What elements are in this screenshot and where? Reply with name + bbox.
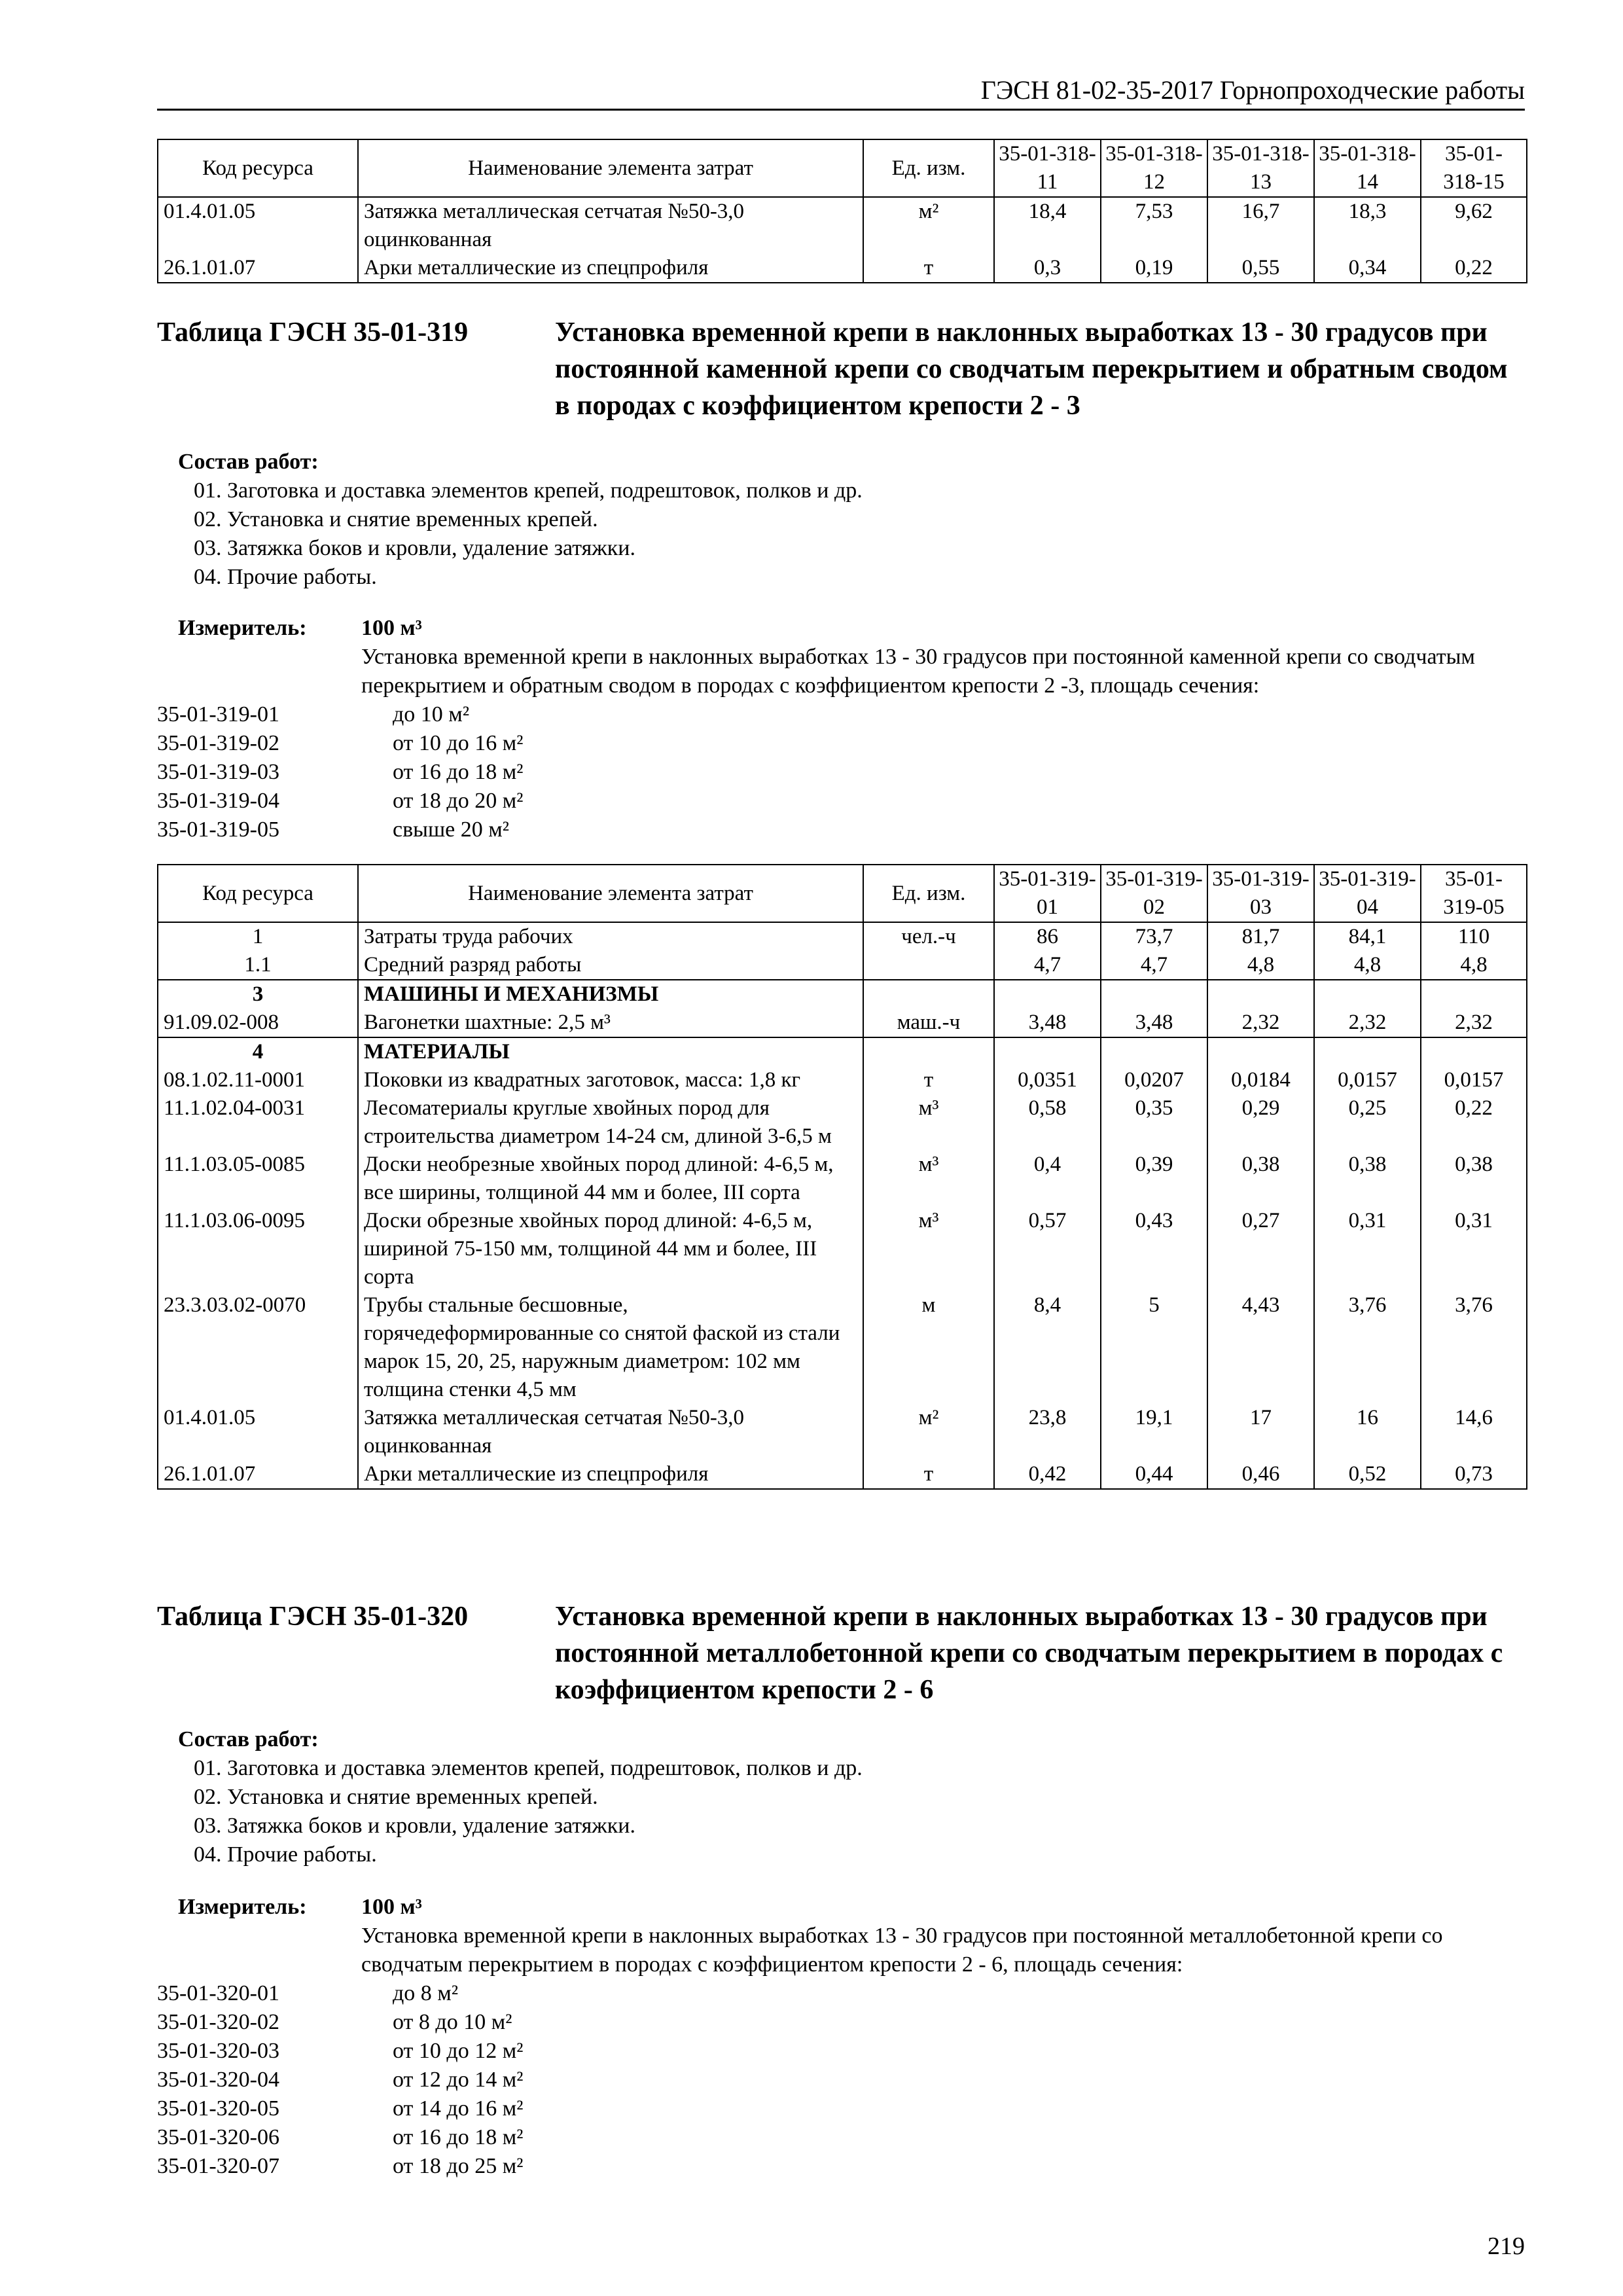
resource-code: 11.1.02.04-0031 bbox=[158, 1094, 358, 1151]
resource-code: 23.3.03.02-0070 bbox=[158, 1291, 358, 1404]
table-row bbox=[158, 1404, 1527, 1460]
norm-code-desc: от 12 до 14 м² bbox=[393, 2068, 524, 2092]
norm-value: 0,22 bbox=[1421, 1094, 1527, 1151]
table-header-row bbox=[158, 139, 1527, 197]
norm-value bbox=[1207, 1037, 1314, 1066]
section-name: МАШИНЫ И МЕХАНИЗМЫ bbox=[358, 980, 863, 1009]
resource-name: Арки металлические из спецпрофиля bbox=[358, 1460, 863, 1489]
norm-code: 35-01-320-03 bbox=[157, 2039, 279, 2063]
col-header-unit: Ед. изм. bbox=[863, 865, 994, 922]
norm-value: 0,22 bbox=[1421, 254, 1527, 283]
resource-name: Затраты труда рабочих bbox=[358, 922, 863, 951]
norm-code-desc: от 16 до 18 м² bbox=[393, 2125, 524, 2149]
table-row bbox=[158, 951, 1527, 980]
resource-unit: т bbox=[863, 254, 994, 283]
norm-value: 18,3 bbox=[1314, 197, 1421, 254]
col-header-norm: 35-01-318-15 bbox=[1421, 139, 1527, 197]
norm-value: 0,34 bbox=[1314, 254, 1421, 283]
table-row bbox=[158, 1207, 1527, 1291]
work-composition-title: Состав работ: bbox=[178, 450, 319, 474]
norm-code: 35-01-320-02 bbox=[157, 2010, 279, 2034]
resource-unit: т bbox=[863, 1460, 994, 1489]
norm-value: 0,27 bbox=[1207, 1207, 1314, 1291]
norm-value: 0,0157 bbox=[1421, 1066, 1527, 1094]
norm-value: 4,8 bbox=[1421, 951, 1527, 980]
col-header-name: Наименование элемента затрат bbox=[358, 865, 863, 922]
table-row bbox=[158, 1460, 1527, 1489]
list-item bbox=[157, 729, 942, 758]
norm-value: 4,7 bbox=[1101, 951, 1207, 980]
resource-code: 4 bbox=[158, 1037, 358, 1066]
table-row bbox=[158, 922, 1527, 951]
resource-unit bbox=[863, 951, 994, 980]
norm-value: 0,73 bbox=[1421, 1460, 1527, 1489]
resource-unit: м³ bbox=[863, 1151, 994, 1207]
list-item bbox=[157, 2037, 942, 2066]
work-item: 03. Затяжка боков и кровли, удаление затяжки. bbox=[194, 1814, 635, 1838]
table-label: Таблица ГЭСН 35-01-320 bbox=[157, 1602, 469, 1632]
norm-value: 0,38 bbox=[1314, 1151, 1421, 1207]
resource-unit: м² bbox=[863, 1404, 994, 1460]
resource-name: Средний разряд работы bbox=[358, 951, 863, 980]
resource-unit: м² bbox=[863, 197, 994, 254]
norm-value: 8,4 bbox=[994, 1291, 1101, 1404]
section-name: МАТЕРИАЛЫ bbox=[358, 1037, 863, 1066]
norm-value: 16,7 bbox=[1207, 197, 1314, 254]
table-title: Установка временной крепи в наклонных выработках 13 - 30 градусов при постоянной каменной крепи со сводчатым перекрытием и обратным сводом в породах с коэффициентом крепости 2 - 3 bbox=[555, 317, 1508, 421]
work-composition-320 bbox=[178, 1725, 1487, 1869]
table-row bbox=[158, 1151, 1527, 1207]
col-header-name: Наименование элемента затрат bbox=[358, 139, 863, 197]
norm-value: 17 bbox=[1207, 1404, 1314, 1460]
norm-value: 0,0184 bbox=[1207, 1066, 1314, 1094]
table-row bbox=[158, 197, 1527, 254]
col-header-unit: Ед. изм. bbox=[863, 139, 994, 197]
col-header-code: Код ресурса bbox=[158, 139, 358, 197]
resource-code: 1.1 bbox=[158, 951, 358, 980]
list-item bbox=[157, 758, 942, 787]
resource-code: 11.1.03.06-0095 bbox=[158, 1207, 358, 1291]
col-header-norm: 35-01-318-11 bbox=[994, 139, 1101, 197]
norm-value: 0,38 bbox=[1421, 1151, 1527, 1207]
work-item: 02. Установка и снятие временных крепей. bbox=[194, 507, 598, 531]
table-label: Таблица ГЭСН 35-01-319 bbox=[157, 317, 469, 348]
table-header-row bbox=[158, 865, 1527, 922]
resource-code: 3 bbox=[158, 980, 358, 1009]
norm-value: 0,0351 bbox=[994, 1066, 1101, 1094]
resource-name: Арки металлические из спецпрофиля bbox=[358, 254, 863, 283]
resource-name: Доски обрезные хвойных пород длиной: 4-6,5 м, шириной 75-150 мм, толщиной 44 мм и более, III сорта bbox=[358, 1207, 863, 1291]
resource-code: 11.1.03.05-0085 bbox=[158, 1151, 358, 1207]
work-composition-title: Состав работ: bbox=[178, 1727, 319, 1751]
norm-value: 0,43 bbox=[1101, 1207, 1207, 1291]
norm-code-desc: от 10 до 16 м² bbox=[393, 731, 524, 755]
norm-value: 16 bbox=[1314, 1404, 1421, 1460]
resource-unit: маш.-ч bbox=[863, 1009, 994, 1037]
col-header-norm: 35-01-319-03 bbox=[1207, 865, 1314, 922]
norm-value: 73,7 bbox=[1101, 922, 1207, 951]
norm-value: 7,53 bbox=[1101, 197, 1207, 254]
col-header-norm: 35-01-319-02 bbox=[1101, 865, 1207, 922]
col-header-norm: 35-01-319-01 bbox=[994, 865, 1101, 922]
resource-code: 08.1.02.11-0001 bbox=[158, 1066, 358, 1094]
norm-value: 0,55 bbox=[1207, 254, 1314, 283]
list-item bbox=[157, 2094, 942, 2123]
work-item: 02. Установка и снятие временных крепей. bbox=[194, 1785, 598, 1809]
norm-value: 0,57 bbox=[994, 1207, 1101, 1291]
norm-value bbox=[1101, 980, 1207, 1009]
work-composition-319 bbox=[178, 448, 1487, 592]
col-header-norm: 35-01-318-12 bbox=[1101, 139, 1207, 197]
col-header-norm: 35-01-319-05 bbox=[1421, 865, 1527, 922]
norm-code: 35-01-319-04 bbox=[157, 789, 279, 813]
col-header-norm: 35-01-318-13 bbox=[1207, 139, 1314, 197]
norm-value: 0,25 bbox=[1314, 1094, 1421, 1151]
norm-value: 86 bbox=[994, 922, 1101, 951]
table-row bbox=[158, 1066, 1527, 1094]
resource-unit bbox=[863, 1037, 994, 1066]
measure-label: Измеритель: bbox=[178, 616, 307, 640]
measure-value: 100 м³ bbox=[361, 616, 422, 640]
work-item: 04. Прочие работы. bbox=[194, 1842, 377, 1867]
list-item bbox=[157, 1979, 942, 2008]
norm-value: 2,32 bbox=[1314, 1009, 1421, 1037]
norm-value: 3,76 bbox=[1314, 1291, 1421, 1404]
resource-name: Доски необрезные хвойных пород длиной: 4-6,5 м, все ширины, толщиной 44 мм и более, III сорта bbox=[358, 1151, 863, 1207]
resource-unit: м³ bbox=[863, 1094, 994, 1151]
col-header-norm: 35-01-318-14 bbox=[1314, 139, 1421, 197]
norm-code: 35-01-319-03 bbox=[157, 760, 279, 784]
resource-code: 1 bbox=[158, 922, 358, 951]
norm-value bbox=[1314, 980, 1421, 1009]
resource-code: 91.09.02-008 bbox=[158, 1009, 358, 1037]
norm-value: 0,35 bbox=[1101, 1094, 1207, 1151]
list-item bbox=[157, 700, 942, 729]
resource-unit: м³ bbox=[863, 1207, 994, 1291]
resource-name: Затяжка металлическая сетчатая №50-3,0 оцинкованная bbox=[358, 1404, 863, 1460]
norm-code-desc: до 10 м² bbox=[393, 702, 470, 726]
running-header: ГЭСН 81-02-35-2017 Горнопроходческие работы bbox=[980, 75, 1525, 105]
norm-value: 0,3 bbox=[994, 254, 1101, 283]
norm-code: 35-01-320-07 bbox=[157, 2154, 279, 2178]
list-item bbox=[157, 816, 942, 844]
norm-value: 3,48 bbox=[1101, 1009, 1207, 1037]
resource-name: Поковки из квадратных заготовок, масса: 1,8 кг bbox=[358, 1066, 863, 1094]
norm-code-desc: от 14 до 16 м² bbox=[393, 2096, 524, 2121]
resource-code: 01.4.01.05 bbox=[158, 1404, 358, 1460]
norm-value: 9,62 bbox=[1421, 197, 1527, 254]
resource-code: 26.1.01.07 bbox=[158, 1460, 358, 1489]
norm-value: 0,39 bbox=[1101, 1151, 1207, 1207]
measure-label: Измеритель: bbox=[178, 1895, 307, 1919]
norm-code-desc: от 18 до 25 м² bbox=[393, 2154, 524, 2178]
header-rule bbox=[157, 109, 1525, 111]
norm-value: 2,32 bbox=[1421, 1009, 1527, 1037]
norm-value: 5 bbox=[1101, 1291, 1207, 1404]
norm-code: 35-01-319-05 bbox=[157, 817, 279, 842]
list-item bbox=[157, 2066, 942, 2094]
resource-unit: чел.-ч bbox=[863, 922, 994, 951]
resource-code: 01.4.01.05 bbox=[158, 197, 358, 254]
table-row bbox=[158, 1009, 1527, 1037]
table-row bbox=[158, 1037, 1527, 1066]
norm-code: 35-01-319-01 bbox=[157, 702, 279, 726]
resource-unit bbox=[863, 980, 994, 1009]
resource-code: 26.1.01.07 bbox=[158, 254, 358, 283]
norm-value: 0,52 bbox=[1314, 1460, 1421, 1489]
work-item: 01. Заготовка и доставка элементов крепей, подрештовок, полков и др. bbox=[194, 478, 863, 503]
list-item bbox=[157, 2008, 942, 2037]
norm-value: 110 bbox=[1421, 922, 1527, 951]
norm-value: 0,29 bbox=[1207, 1094, 1314, 1151]
norm-code-desc: от 10 до 12 м² bbox=[393, 2039, 524, 2063]
norm-code: 35-01-320-04 bbox=[157, 2068, 279, 2092]
norm-value bbox=[1421, 1037, 1527, 1066]
measure-description: Установка временной крепи в наклонных выработках 13 - 30 градусов при постоянной каменной крепи со сводчатым перекрытием и обратным сводом в породах с коэффициентом крепости 2 -3, площадь сечения: bbox=[361, 645, 1475, 698]
norm-value: 4,8 bbox=[1314, 951, 1421, 980]
norm-code: 35-01-319-02 bbox=[157, 731, 279, 755]
norm-value bbox=[994, 980, 1101, 1009]
col-header-code: Код ресурса bbox=[158, 865, 358, 922]
resource-name: Трубы стальные бесшовные, горячедеформированные со снятой фаской из стали марок 15, 20, 25, наружным диаметром: 102 мм толщина стенки 4,5 мм bbox=[358, 1291, 863, 1404]
norm-value: 0,0207 bbox=[1101, 1066, 1207, 1094]
norm-value: 23,8 bbox=[994, 1404, 1101, 1460]
list-item bbox=[157, 787, 942, 816]
norm-value bbox=[1101, 1037, 1207, 1066]
norm-value bbox=[1421, 980, 1527, 1009]
table-row bbox=[158, 254, 1527, 283]
list-item bbox=[157, 2123, 942, 2152]
resource-unit: м bbox=[863, 1291, 994, 1404]
norm-value: 84,1 bbox=[1314, 922, 1421, 951]
norm-code: 35-01-320-01 bbox=[157, 1981, 279, 2005]
norm-value: 4,8 bbox=[1207, 951, 1314, 980]
norm-value: 0,42 bbox=[994, 1460, 1101, 1489]
norm-value: 0,46 bbox=[1207, 1460, 1314, 1489]
norm-code-desc: от 18 до 20 м² bbox=[393, 789, 524, 813]
resource-unit: т bbox=[863, 1066, 994, 1094]
norm-value bbox=[994, 1037, 1101, 1066]
norm-value: 0,31 bbox=[1314, 1207, 1421, 1291]
norm-code-list-319 bbox=[157, 700, 942, 844]
measure-value: 100 м³ bbox=[361, 1895, 422, 1919]
norm-code-desc: до 8 м² bbox=[393, 1981, 459, 2005]
work-item: 03. Затяжка боков и кровли, удаление затяжки. bbox=[194, 536, 635, 560]
norm-value: 3,76 bbox=[1421, 1291, 1527, 1404]
norm-value: 0,58 bbox=[994, 1094, 1101, 1151]
work-item: 01. Заготовка и доставка элементов крепей, подрештовок, полков и др. bbox=[194, 1756, 863, 1780]
norm-value: 4,7 bbox=[994, 951, 1101, 980]
norm-value: 4,43 bbox=[1207, 1291, 1314, 1404]
norm-table-318 bbox=[157, 139, 1527, 283]
table-row bbox=[158, 980, 1527, 1009]
norm-value: 0,4 bbox=[994, 1151, 1101, 1207]
norm-value: 0,44 bbox=[1101, 1460, 1207, 1489]
table-title: Установка временной крепи в наклонных выработках 13 - 30 градусов при постоянной металлобетонной крепи со сводчатым перекрытием в породах с коэффициентом крепости 2 - 6 bbox=[555, 1602, 1503, 1705]
norm-table-319 bbox=[157, 864, 1527, 1490]
norm-value: 2,32 bbox=[1207, 1009, 1314, 1037]
resource-name: Затяжка металлическая сетчатая №50-3,0 оцинкованная bbox=[358, 197, 863, 254]
resource-name: Лесоматериалы круглые хвойных пород для строительства диаметром 14-24 см, длиной 3-6,5 м bbox=[358, 1094, 863, 1151]
norm-value: 18,4 bbox=[994, 197, 1101, 254]
norm-value: 0,38 bbox=[1207, 1151, 1314, 1207]
norm-value: 14,6 bbox=[1421, 1404, 1527, 1460]
norm-value: 0,0157 bbox=[1314, 1066, 1421, 1094]
norm-value: 0,31 bbox=[1421, 1207, 1527, 1291]
norm-code-desc: от 16 до 18 м² bbox=[393, 760, 524, 784]
norm-value: 0,19 bbox=[1101, 254, 1207, 283]
table-row bbox=[158, 1094, 1527, 1151]
work-item: 04. Прочие работы. bbox=[194, 565, 377, 589]
norm-code-desc: свыше 20 м² bbox=[393, 817, 509, 842]
page-number: 219 bbox=[1488, 2233, 1525, 2260]
norm-value bbox=[1314, 1037, 1421, 1066]
norm-value: 81,7 bbox=[1207, 922, 1314, 951]
col-header-norm: 35-01-319-04 bbox=[1314, 865, 1421, 922]
resource-name: Вагонетки шахтные: 2,5 м³ bbox=[358, 1009, 863, 1037]
norm-value bbox=[1207, 980, 1314, 1009]
norm-value: 3,48 bbox=[994, 1009, 1101, 1037]
norm-code-desc: от 8 до 10 м² bbox=[393, 2010, 512, 2034]
table-row bbox=[158, 1291, 1527, 1404]
norm-code-list-320 bbox=[157, 1979, 942, 2181]
norm-code: 35-01-320-05 bbox=[157, 2096, 279, 2121]
norm-code: 35-01-320-06 bbox=[157, 2125, 279, 2149]
norm-value: 19,1 bbox=[1101, 1404, 1207, 1460]
list-item bbox=[157, 2152, 942, 2181]
measure-description: Установка временной крепи в наклонных выработках 13 - 30 градусов при постоянной металлобетонной крепи со сводчатым перекрытием в породах с коэффициентом крепости 2 - 6, площадь сечения: bbox=[361, 1924, 1443, 1977]
